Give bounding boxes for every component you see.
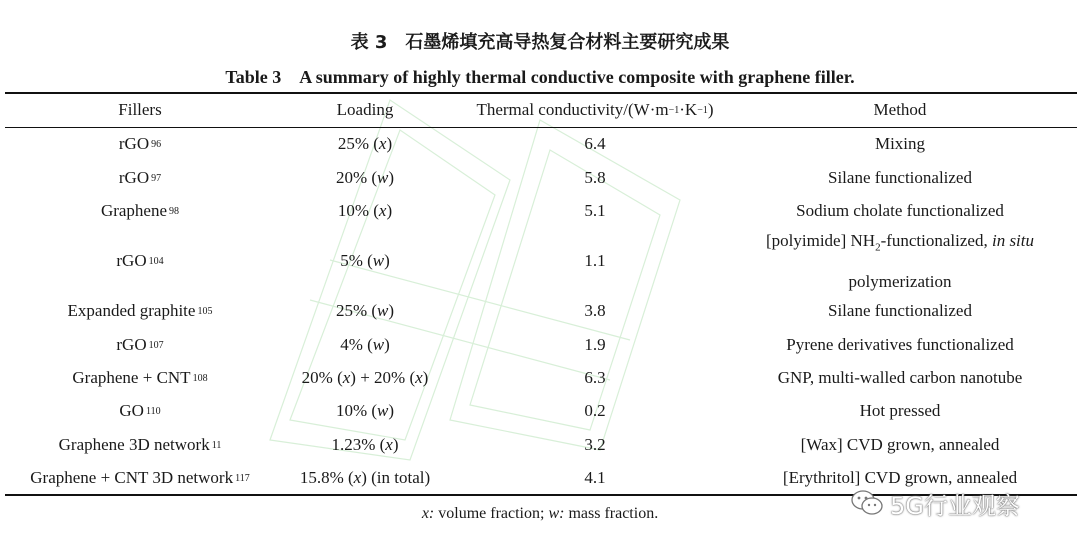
cell-loading: 20% ( w ): [335, 168, 395, 187]
method-line-1: [polyimide] $NH_2$-functionalized, in situ: [765, 231, 1035, 254]
cell-filler: [10, 430, 270, 460]
reference-number: 105: [197, 305, 213, 317]
cell-method: Hot pressed: [859, 401, 941, 420]
cell-method: Mixing: [874, 134, 926, 153]
cell-method: [730, 228, 1070, 294]
cell-filler: [10, 228, 270, 294]
cell-conductivity: 1.9: [584, 335, 606, 354]
reference-number: 11: [211, 439, 222, 451]
filler-name: rGO: [116, 251, 147, 270]
cell-filler: [10, 330, 270, 360]
filler-name: Graphene + CNT 3D network: [30, 468, 234, 487]
table-row: [0, 129, 1080, 159]
header-tc-exp1: −1: [668, 104, 680, 116]
header-tc-prefix: Thermal conductivity/(W·m: [476, 100, 669, 119]
reference-number: 96: [151, 138, 162, 150]
filler-name: Graphene 3D network: [58, 435, 210, 454]
cell-conductivity: 1.1: [584, 251, 606, 270]
table-row: [0, 163, 1080, 193]
cell-loading: 1.23% ( x ): [331, 435, 399, 454]
wechat-icon: [850, 488, 884, 518]
table-footnote: x: volume fraction; w: mass fraction.: [421, 505, 659, 522]
cell-method: Silane functionalized: [828, 301, 972, 320]
cell-filler: [10, 396, 270, 426]
table-row: [0, 430, 1080, 460]
header-tc-exp2: −1: [697, 104, 708, 116]
header-method: Method: [873, 100, 927, 119]
cell-loading: 25% ( w ): [335, 301, 395, 320]
filler-name: rGO: [118, 134, 150, 153]
header-rule: [5, 127, 1077, 128]
table-caption-chinese: 表 3 石墨烯填充高导热复合材料主要研究成果: [350, 32, 730, 53]
cell-filler: [10, 129, 270, 159]
cell-loading: 5% ( w ): [340, 251, 390, 270]
header-loading: Loading: [336, 100, 394, 119]
cell-loading: 10% ( w ): [335, 401, 395, 420]
filler-name: rGO: [118, 168, 150, 187]
table-header-row: [0, 95, 1080, 125]
cell-conductivity: 6.3: [584, 368, 606, 387]
method-line-2: polymerization: [848, 271, 952, 291]
cell-method: GNP, multi-walled carbon nanotube: [777, 368, 1023, 387]
header-tc-suffix: ): [707, 100, 714, 119]
cell-method: Silane functionalized: [828, 168, 972, 187]
cell-conductivity: 3.8: [584, 301, 606, 320]
cell-conductivity: 6.4: [584, 134, 606, 153]
header-tc-mid: ·K: [679, 100, 698, 119]
filler-name: Graphene: [100, 201, 168, 220]
cell-method: Sodium cholate functionalized: [796, 201, 1004, 220]
cell-filler: [10, 363, 270, 393]
header-thermal-conductivity: [460, 95, 730, 125]
header-fillers: Fillers: [118, 100, 162, 119]
reference-number: 108: [192, 372, 208, 384]
cell-loading: 4% ( w ): [340, 335, 390, 354]
cell-conductivity: 3.2: [584, 435, 606, 454]
table-row: [0, 228, 1080, 294]
reference-number: 117: [235, 472, 250, 484]
table-row: [0, 396, 1080, 426]
cell-loading: 15.8% ( x ) (in total): [299, 468, 431, 487]
table-row: [0, 363, 1080, 393]
reference-number: 104: [148, 255, 164, 267]
filler-name: Expanded graphite: [67, 301, 196, 320]
cell-method: [Erythritol] CVD grown, annealed: [782, 468, 1018, 487]
cell-conductivity: 0.2: [584, 401, 606, 420]
filler-name: rGO: [116, 335, 147, 354]
cell-conductivity: 5.8: [584, 168, 606, 187]
reference-number: 110: [145, 405, 161, 417]
cell-method: Pyrene derivatives functionalized: [786, 335, 1014, 354]
top-rule: [5, 92, 1077, 94]
table-caption-english: Table 3 A summary of highly thermal conductive composite with graphene filler.: [225, 67, 855, 87]
wechat-watermark: [850, 488, 1060, 518]
table-row: [0, 296, 1080, 326]
cell-loading: 25% ( x ): [337, 134, 393, 153]
watermark-label: 5G行业观察: [890, 491, 1020, 520]
table-row: [0, 196, 1080, 226]
filler-name: GO: [119, 401, 144, 420]
table-row: [0, 330, 1080, 360]
cell-filler: [10, 163, 270, 193]
cell-method: [Wax] CVD grown, annealed: [800, 435, 1000, 454]
reference-number: 97: [151, 172, 162, 184]
filler-name: Graphene + CNT: [72, 368, 191, 387]
cell-filler: [10, 463, 270, 493]
reference-number: 107: [148, 339, 164, 351]
cell-loading: 10% ( x ): [337, 201, 393, 220]
cell-conductivity: 5.1: [584, 201, 606, 220]
cell-filler: [10, 296, 270, 326]
reference-number: 98: [169, 205, 180, 217]
cell-loading: 20% ( x ) + 20% ( x ): [301, 368, 429, 387]
cell-filler: [10, 196, 270, 226]
cell-conductivity: 4.1: [584, 468, 606, 487]
